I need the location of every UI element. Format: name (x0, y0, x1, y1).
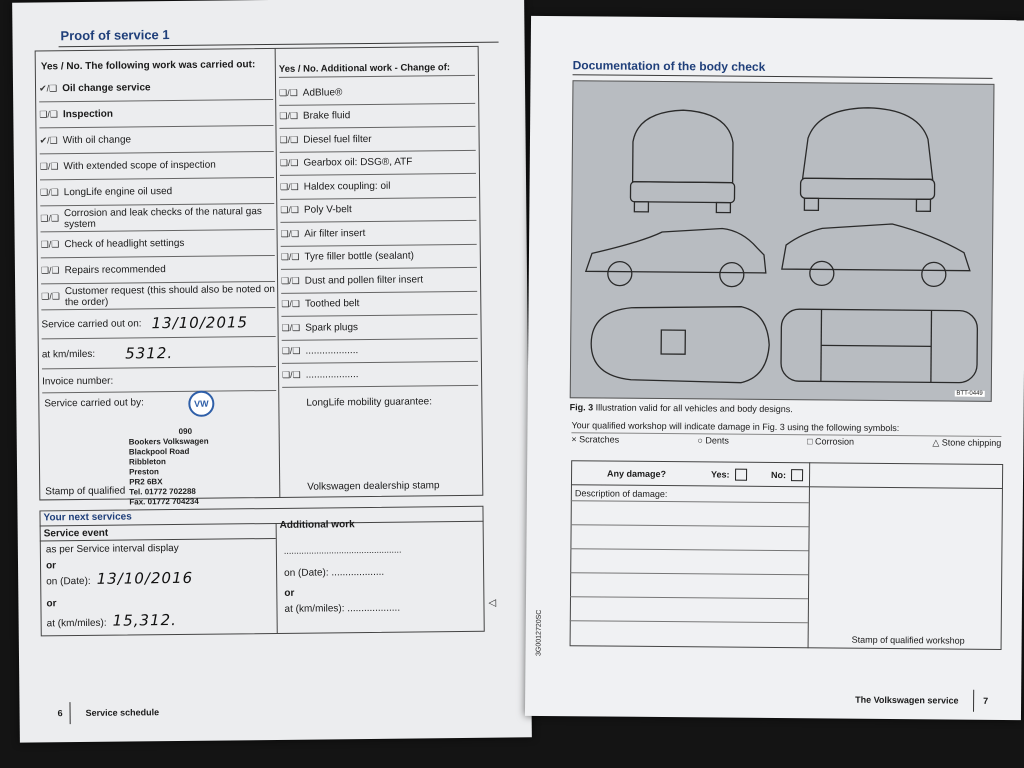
yes-no-checkbox[interactable]: ❑/❑ (280, 181, 299, 192)
figure-caption-text: Illustration valid for all vehicles and body designs. (595, 402, 793, 415)
symbol-item (932, 437, 1001, 449)
side-code: 3G0012720SC (535, 609, 543, 656)
dealer-stamp-label: Volkswagen dealership stamp (307, 480, 440, 493)
symbol-legend (571, 434, 1001, 449)
instruction-text: Your qualified workshop will indicate damage in Fig. 3 using the following symbols: (571, 420, 900, 434)
additional-item-row (280, 150, 476, 176)
no-label: No: (771, 469, 787, 481)
additional-dots: ............................................... (283, 544, 402, 556)
service-on-label: Service carried out on: (41, 317, 142, 330)
col1-header: Yes / No. The following work was carried out: (40, 58, 256, 72)
yes-no-checkbox[interactable]: ❑/❑ (279, 157, 299, 169)
additional-item-label: Spark plugs (305, 321, 359, 334)
left-page-number: 6 (57, 708, 63, 719)
work-item-label: Inspection (62, 108, 114, 121)
yes-no-checkbox[interactable]: ❑/❑ (39, 109, 59, 120)
col2-header: Yes / No. Additional work - Change of: (279, 60, 475, 78)
description-lines (531, 16, 1024, 20)
additional-item-row (280, 221, 476, 247)
symbol-label: Corrosion (815, 436, 855, 447)
workshop-stamp-label: Stamp of qualified workshop (851, 634, 965, 646)
no-checkbox[interactable] (791, 469, 803, 481)
work-item-row (41, 282, 275, 310)
additional-item-row (280, 197, 476, 223)
or-label-1: or (45, 560, 57, 572)
yes-no-checkbox[interactable]: ❑/❑ (280, 251, 300, 263)
additional-item-row (279, 103, 475, 129)
additional-item-label: Tyre filler bottle (sealant) (304, 250, 415, 263)
symbol-glyph-icon: □ (807, 436, 816, 447)
yes-no-checkbox[interactable]: ❑/❑ (281, 369, 301, 380)
work-item-row (40, 204, 274, 232)
work-item-row (40, 152, 274, 180)
body-check-title: Documentation of the body check (572, 58, 766, 74)
stamp-line: Ribbleton (128, 457, 166, 467)
symbol-label: Stone chipping (941, 437, 1002, 448)
service-event-label: Service event (43, 527, 109, 540)
work-item-row (41, 230, 275, 258)
work-item-label: Repairs recommended (64, 264, 166, 277)
at-km-row (47, 611, 177, 630)
right-footer-divider (973, 690, 974, 712)
symbol-label: Dents (705, 435, 729, 446)
stamp-line: Tel. 01772 702288 (129, 486, 196, 497)
km-row (42, 338, 276, 369)
yes-no-checkbox[interactable]: ❑/❑ (279, 110, 299, 122)
right-page (525, 16, 1024, 720)
work-item-label: LongLife engine oil used (63, 186, 173, 199)
work-item-label: Oil change service (62, 82, 151, 95)
any-damage-label: Any damage? (607, 468, 667, 480)
invoice-row (42, 368, 276, 393)
additional-item-label: AdBlue® (302, 86, 343, 99)
at-km-value: 15,312. (112, 611, 177, 630)
stamp-line: 090 (178, 426, 193, 436)
next-services-title: Your next services (43, 511, 132, 524)
work-item-label: With extended scope of inspection (63, 159, 216, 173)
yes-no-checkbox[interactable]: ❑/❑ (279, 87, 298, 98)
stamp-line: Preston (129, 467, 159, 477)
work-item-row (39, 100, 273, 128)
footer-divider (69, 702, 70, 724)
additional-item-row (279, 127, 475, 153)
yes-no-checkbox[interactable]: ❑/❑ (280, 228, 300, 239)
additional-item-row (282, 338, 478, 364)
km-value: 5312. (125, 344, 174, 363)
additional-item-row (279, 80, 475, 106)
yes-no-checkbox[interactable]: ✔/❑ (38, 83, 58, 94)
additional-item-label: Haldex coupling: oil (303, 180, 391, 193)
additional-item-row (281, 291, 477, 317)
symbol-glyph-icon: △ (932, 437, 942, 448)
longlife-label: LongLife mobility guarantee: (306, 396, 433, 409)
additional-item-row (281, 244, 477, 270)
or-label-3: or (284, 587, 295, 599)
work-item-row (41, 256, 275, 284)
car-diagram (570, 80, 995, 402)
on-date-label: on (Date): (46, 575, 91, 588)
car-outline-icon (571, 81, 994, 401)
or-label-2: or (46, 598, 57, 610)
figure-caption-bold: Fig. 3 (569, 402, 594, 413)
work-item-label: Check of headlight settings (64, 237, 185, 251)
on-date-right: on (Date): ................... (284, 566, 385, 579)
stamp-line: Bookers Volkswagen (128, 436, 209, 447)
additional-item-row (281, 268, 477, 294)
stamp-line: PR2 6BX (129, 477, 163, 487)
left-footer: Service schedule (85, 707, 160, 718)
work-item-row (40, 178, 274, 206)
symbol-item (807, 436, 854, 447)
on-date-row (46, 569, 193, 589)
additional-item-label: Diesel fuel filter (303, 133, 372, 146)
on-date-value: 13/10/2016 (96, 568, 194, 588)
yes-no-checkbox[interactable]: ❑/❑ (281, 345, 301, 357)
yes-no-checkbox[interactable]: ✔/❑ (39, 135, 58, 146)
yes-no-checkbox[interactable]: ❑/❑ (40, 265, 60, 276)
yes-no-checkbox[interactable]: ❑/❑ (40, 239, 60, 250)
yes-label: Yes: (711, 469, 730, 480)
additional-item-label: ................... (305, 345, 359, 357)
at-km-right: at (km/miles): ................... (284, 602, 401, 615)
vw-logo-icon: VW (188, 391, 214, 417)
stamp-line: Blackpool Road (128, 446, 190, 457)
additional-item-row (282, 362, 478, 388)
yes-no-checkbox[interactable]: ❑/❑ (281, 322, 301, 333)
additional-item-label: Poly V-belt (303, 204, 352, 216)
description-label: Description of damage: (574, 488, 668, 500)
triangle-mark: ◁ (488, 597, 497, 609)
right-footer: The Volkswagen service (855, 694, 959, 706)
symbol-glyph-icon: × (571, 434, 580, 445)
additional-item-label: Air filter insert (304, 227, 366, 240)
additional-item-label: Toothed belt (304, 298, 360, 310)
additional-item-label: Dust and pollen filter insert (304, 274, 424, 287)
yes-no-checkbox[interactable]: ❑/❑ (41, 291, 60, 302)
yes-no-checkbox[interactable]: ❑/❑ (281, 298, 301, 310)
as-per-label: as per Service interval display (45, 542, 179, 556)
additional-item-label: Brake fluid (302, 110, 351, 122)
proof-of-service-title: Proof of service 1 (60, 27, 170, 44)
yes-no-checkbox[interactable]: ❑/❑ (40, 213, 60, 224)
yes-no-checkbox[interactable]: ❑/❑ (279, 134, 299, 145)
symbol-label: Scratches (579, 434, 620, 445)
service-on-value: 13/10/2015 (151, 313, 249, 333)
additional-item-row (281, 315, 477, 341)
work-item-label: Corrosion and leak checks of the natural gas system (63, 205, 262, 230)
figure-code: BTT-0449 (956, 390, 983, 397)
dealer-stamp (129, 426, 230, 507)
work-item-row (39, 74, 273, 102)
service-on-row (41, 308, 275, 339)
yes-checkbox[interactable] (735, 469, 747, 481)
symbol-glyph-icon: ○ (697, 435, 706, 446)
stamp-label: Stamp of qualified (45, 485, 126, 498)
additional-item-row (280, 174, 476, 200)
symbol-item (697, 435, 729, 446)
body-check-rule (573, 74, 993, 79)
left-page (12, 0, 532, 743)
carried-by-label: Service carried out by: (44, 397, 144, 410)
km-label: at km/miles: (41, 348, 96, 360)
yes-no-checkbox[interactable]: ❑/❑ (39, 161, 59, 172)
additional-item-label: Gearbox oil: DSG®, ATF (303, 156, 413, 169)
additional-work-label: Additional work (279, 519, 355, 531)
at-km-label: at (km/miles): (46, 617, 107, 630)
yes-no-checkbox[interactable]: ❑/❑ (280, 204, 300, 216)
right-page-number: 7 (983, 695, 989, 706)
yes-no-checkbox[interactable]: ❑/❑ (281, 275, 300, 286)
additional-item-label: ................... (305, 368, 359, 381)
work-item-row (39, 126, 273, 154)
work-item-label: With oil change (62, 134, 132, 147)
invoice-label: Invoice number: (42, 375, 114, 387)
yes-no-checkbox[interactable]: ❑/❑ (40, 187, 59, 198)
work-item-label: Customer request (this should also be noted on the order) (64, 283, 275, 308)
symbol-item (571, 434, 619, 445)
stamp-line: Fax. 01772 704234 (129, 496, 199, 507)
figure-caption (570, 402, 793, 414)
